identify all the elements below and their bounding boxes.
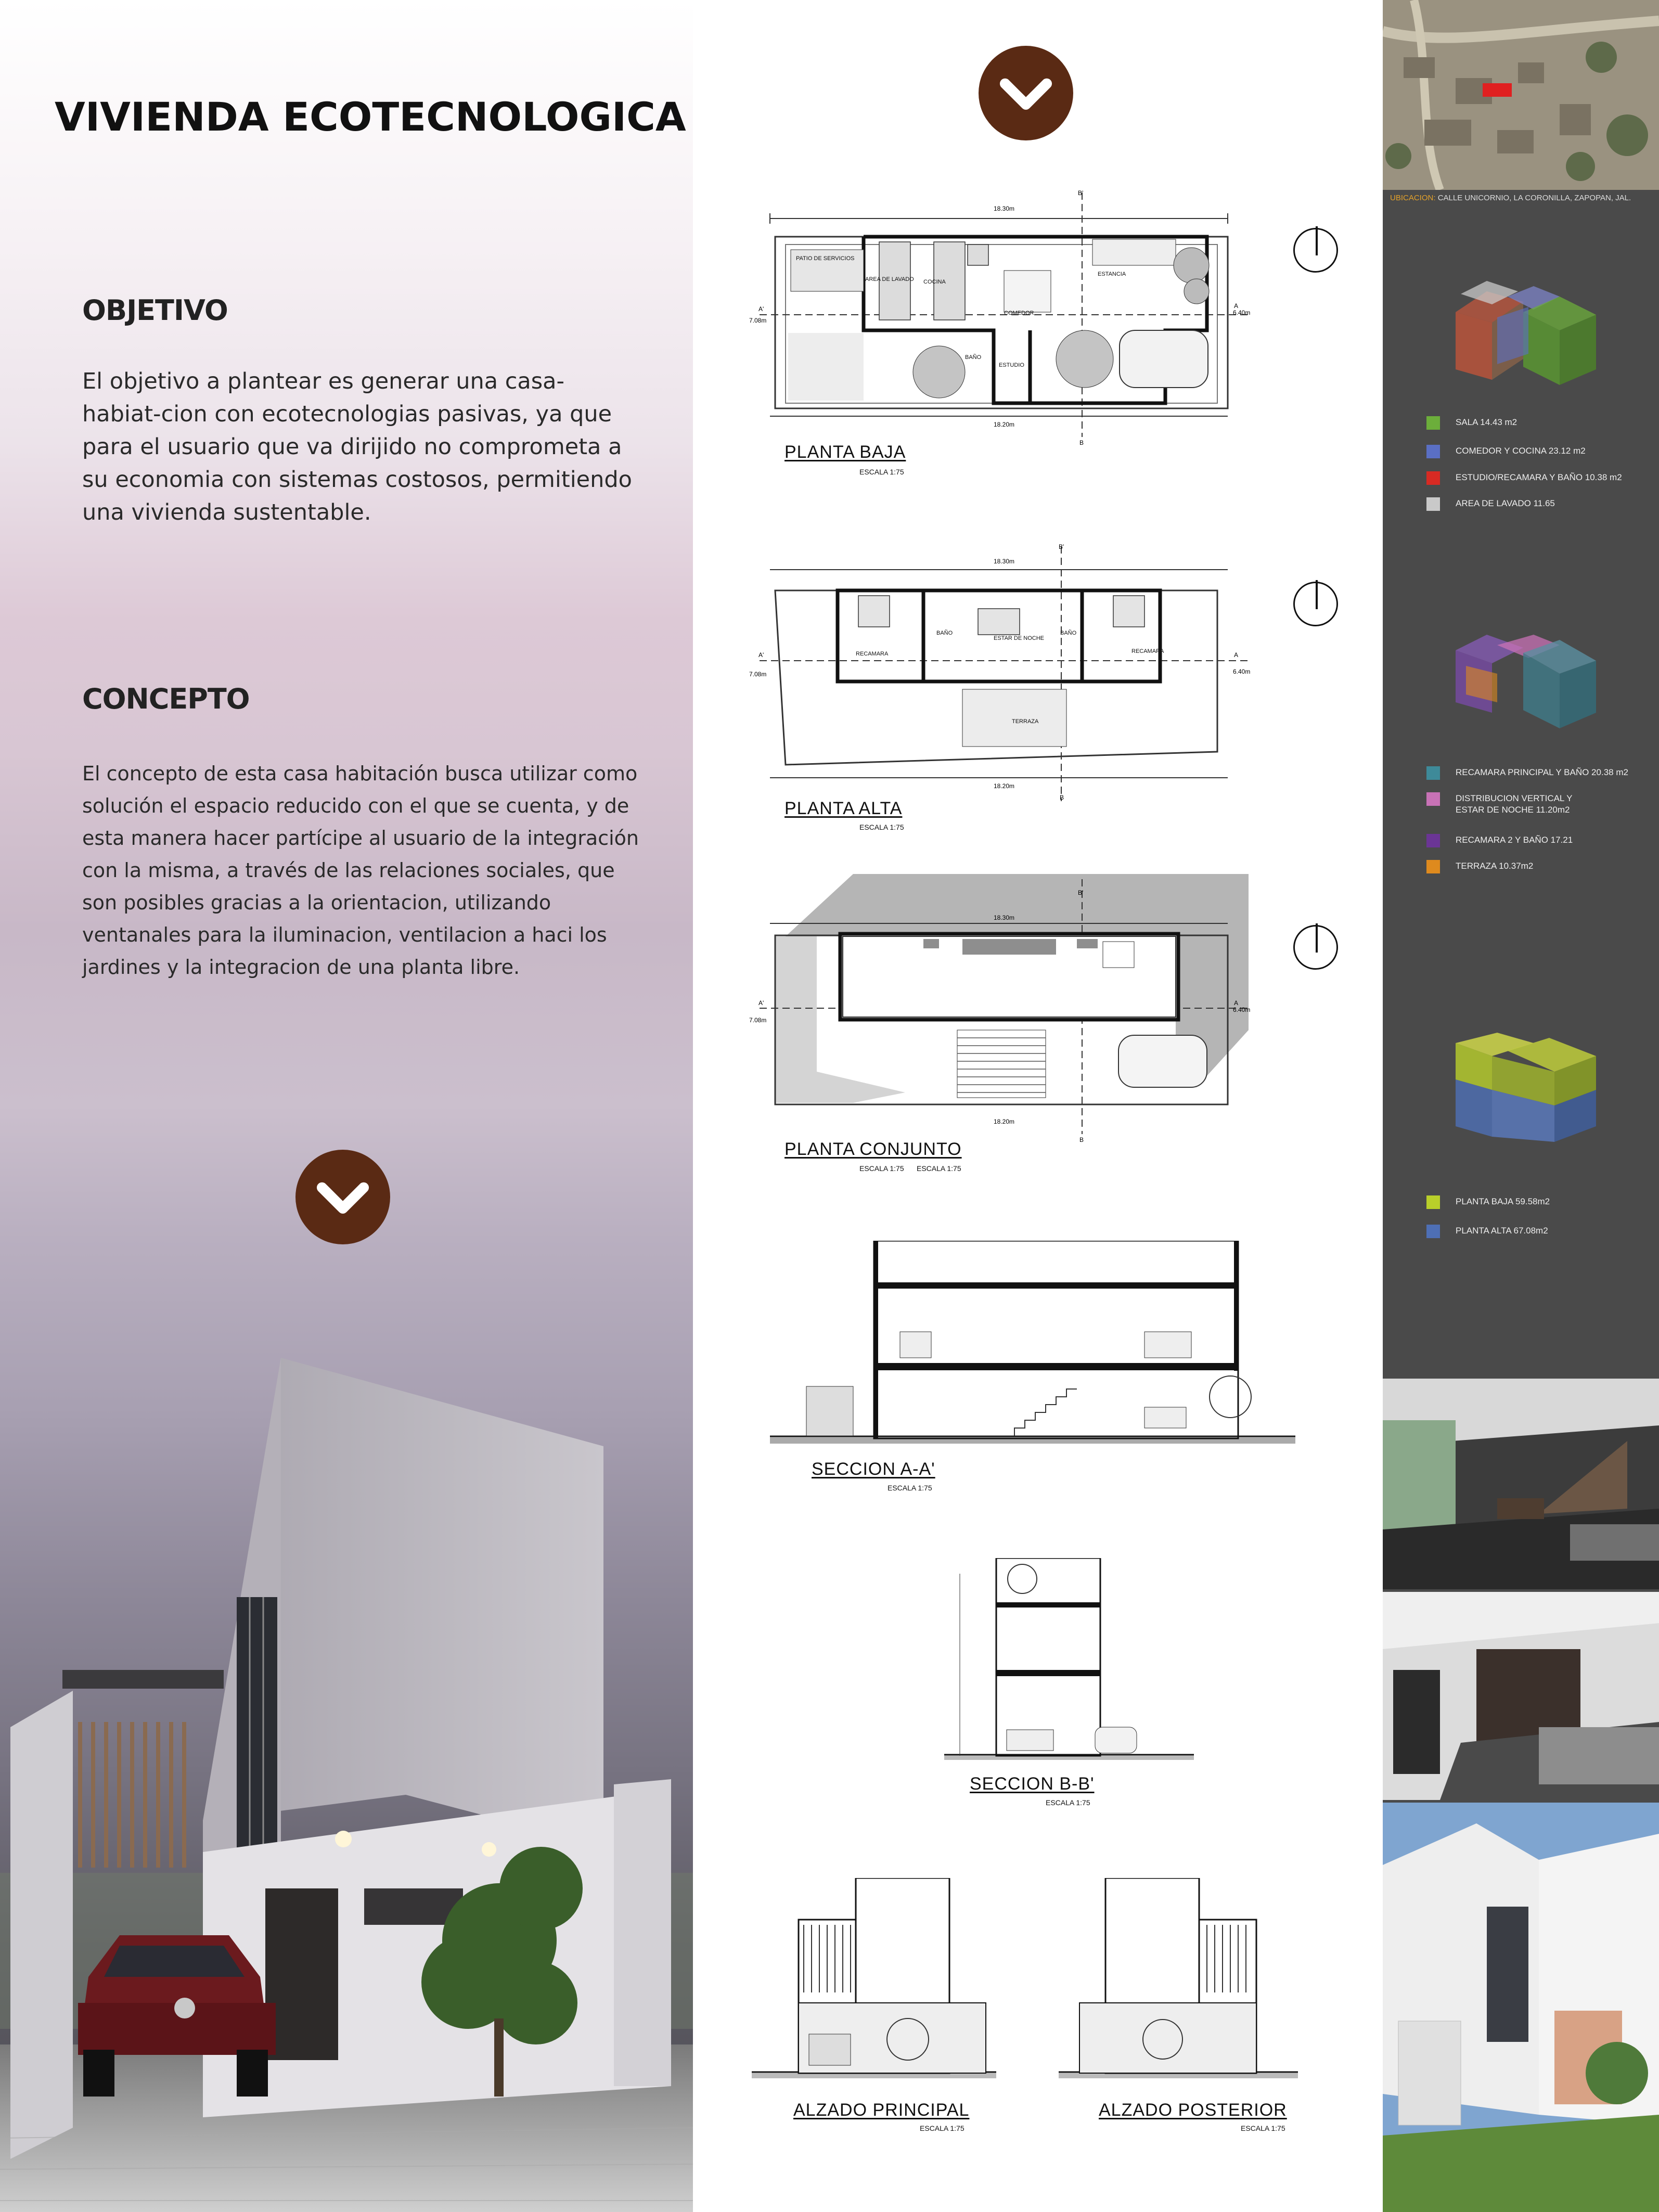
north-arrow-icon: [1293, 228, 1338, 273]
svg-text:A: A: [1234, 999, 1239, 1007]
svg-text:BAÑO: BAÑO: [965, 354, 982, 361]
svg-text:ESTUDIO: ESTUDIO: [999, 362, 1024, 368]
alzado-principal-title: ALZADO PRINCIPAL: [793, 2100, 970, 2120]
plantas-stack-volume-diagram: [1445, 1033, 1601, 1142]
objetivo-text: El objetivo a plantear es generar una casa-habiat-cion con ecotecnologias pasivas, ya que para el usuario que va dirijido no comprometa a su economia con sistemas costosos, permitiendo una vivienda sustentable.: [82, 368, 632, 525]
planta-baja-title: PLANTA BAJA: [785, 442, 906, 462]
objetivo-heading: OBJETIVO: [82, 294, 228, 327]
legend-swatch: [1426, 445, 1440, 458]
concepto-text: El concepto de esta casa habitación busca utilizar como solución el espacio reducido con el que se cuenta, y de esta manera hacer partícipe al usuario de la integración con la misma, a través de las relaciones sociales, que son posibles gracias a la orientacion, utilizando ventanales para la iluminacion, ventilacion a haci los jardines y la integracion de una planta libre.: [82, 762, 639, 979]
seccion-bb-scale: ESCALA 1:75: [1046, 1798, 1090, 1807]
seccion-aa-scale: ESCALA 1:75: [888, 1484, 932, 1492]
legend-swatch: [1426, 471, 1440, 485]
chevron-down-icon: [979, 46, 1073, 140]
svg-text:COMEDOR: COMEDOR: [1004, 310, 1034, 316]
dim-top: 18.30m: [994, 205, 1015, 212]
scroll-down-button[interactable]: [295, 1150, 390, 1244]
svg-text:AREA DE LAVADO: AREA DE LAVADO: [865, 276, 914, 282]
planta-conjunto-scale: ESCALA 1:75: [859, 1164, 904, 1173]
legend-swatch: [1426, 792, 1440, 806]
planta-alta-volume-diagram: [1445, 624, 1601, 734]
alzado-principal-drawing: [752, 1878, 1001, 2081]
planta-conjunto-title: PLANTA CONJUNTO: [785, 1139, 962, 1159]
seccion-bb-drawing: [944, 1558, 1199, 1764]
seccion-aa-title: SECCION A-A': [812, 1459, 935, 1479]
exterior-render-image: [0, 1327, 693, 2212]
planta-baja-drawing: [749, 187, 1259, 447]
svg-text:PATIO DE SERVICIOS: PATIO DE SERVICIOS: [796, 255, 855, 262]
right-panel: UBICACION: CALLE UNICORNIO, LA CORONILLA, ZAPOPAN, JAL. SALA 14.43 m2 COMEDOR Y COCINA 23.12 m2 ESTUDIO/RECAMARA Y BAÑO 10.38 m2 AREA DE LAVADO 11.65 RECAMARA PRINCIPAL Y BAÑO 20.38 m2 DISTRIBUCION VERTICAL Y ESTAR DE NOCHE 11.20m2 RECAMARA 2 Y BAÑO 17.21 TERRAZA 10.37m2 PLANTA BAJA 59.58m2 PLANTA ALTA 67.08m2: [1383, 0, 1659, 2212]
svg-text:7.08m: 7.08m: [749, 671, 767, 678]
svg-text:A: A: [1234, 302, 1239, 310]
svg-text:RECAMARA: RECAMARA: [856, 651, 889, 657]
location-caption: [1390, 194, 1631, 202]
planta-baja-scale: ESCALA 1:75: [859, 468, 904, 476]
alzado-principal-scale: ESCALA 1:75: [920, 2124, 964, 2132]
svg-text:BAÑO: BAÑO: [936, 630, 953, 636]
svg-text:B': B': [1059, 544, 1064, 550]
page-title: VIVIENDA ECOTECNOLOGICA: [55, 94, 686, 140]
legend-swatch: [1426, 860, 1440, 873]
interior-bedroom-render: [1383, 1592, 1659, 1800]
location-aerial-map: [1383, 0, 1659, 190]
north-arrow-icon: [1293, 925, 1338, 970]
svg-text:B: B: [1079, 1136, 1084, 1143]
svg-text:18.20m: 18.20m: [994, 1118, 1015, 1125]
concepto-heading: CONCEPTO: [82, 683, 250, 715]
legend-swatch: [1426, 834, 1440, 847]
svg-text:6.40m: 6.40m: [1233, 1006, 1251, 1013]
dim-right: 6.40m: [1233, 309, 1251, 316]
svg-text:18.30m: 18.30m: [994, 558, 1015, 565]
alzado-posterior-drawing: [1059, 1878, 1303, 2081]
svg-text:18.20m: 18.20m: [994, 782, 1015, 790]
svg-text:ESTAR DE NOCHE: ESTAR DE NOCHE: [994, 635, 1044, 641]
legend-swatch: [1426, 766, 1440, 780]
dim-left: 7.08m: [749, 317, 767, 324]
svg-text:B': B': [1078, 189, 1084, 197]
planta-conjunto-drawing: [749, 874, 1259, 1144]
planta-alta-drawing: [749, 544, 1259, 804]
planta-baja-volume-diagram: [1445, 281, 1601, 390]
svg-text:TERRAZA: TERRAZA: [1012, 718, 1039, 725]
svg-text:18.30m: 18.30m: [994, 914, 1015, 921]
legend-swatch: [1426, 497, 1440, 511]
svg-text:RECAMARA: RECAMARA: [1131, 648, 1164, 654]
svg-text:B: B: [1079, 439, 1084, 446]
location-label: UBICACION:: [1390, 194, 1436, 202]
seccion-bb-title: SECCION B-B': [970, 1774, 1095, 1794]
svg-text:A': A': [758, 305, 764, 313]
svg-text:B: B: [1060, 794, 1064, 801]
alzado-posterior-title: ALZADO POSTERIOR: [1099, 2100, 1287, 2120]
planta-conjunto-scale-2: ESCALA 1:75: [917, 1164, 961, 1173]
svg-text:ESTANCIA: ESTANCIA: [1098, 271, 1126, 277]
svg-text:A': A': [758, 651, 764, 659]
scroll-down-button-top[interactable]: [979, 46, 1073, 140]
alzado-posterior-scale: ESCALA 1:75: [1241, 2124, 1285, 2132]
planta-alta-title: PLANTA ALTA: [785, 799, 903, 818]
north-arrow-icon: [1293, 582, 1338, 626]
seccion-aa-drawing: [770, 1241, 1301, 1449]
chevron-down-icon: [295, 1150, 390, 1244]
interior-living-render: [1383, 1379, 1659, 1589]
svg-text:COCINA: COCINA: [923, 279, 946, 285]
svg-text:A: A: [1234, 651, 1239, 659]
legend-swatch: [1426, 1225, 1440, 1238]
svg-text:6.40m: 6.40m: [1233, 668, 1251, 675]
svg-text:B': B': [1078, 889, 1084, 896]
legend-swatch: [1426, 416, 1440, 430]
planta-alta-scale: ESCALA 1:75: [859, 823, 904, 831]
left-panel: [0, 0, 693, 2212]
svg-text:7.08m: 7.08m: [749, 1017, 767, 1024]
dim-bottom: 18.20m: [994, 421, 1015, 428]
location-text: CALLE UNICORNIO, LA CORONILLA, ZAPOPAN, JAL.: [1437, 194, 1631, 202]
exterior-courtyard-render: [1383, 1803, 1659, 2212]
svg-text:BAÑO: BAÑO: [1060, 630, 1077, 636]
svg-text:A': A': [758, 999, 764, 1007]
legend-swatch: [1426, 1195, 1440, 1209]
